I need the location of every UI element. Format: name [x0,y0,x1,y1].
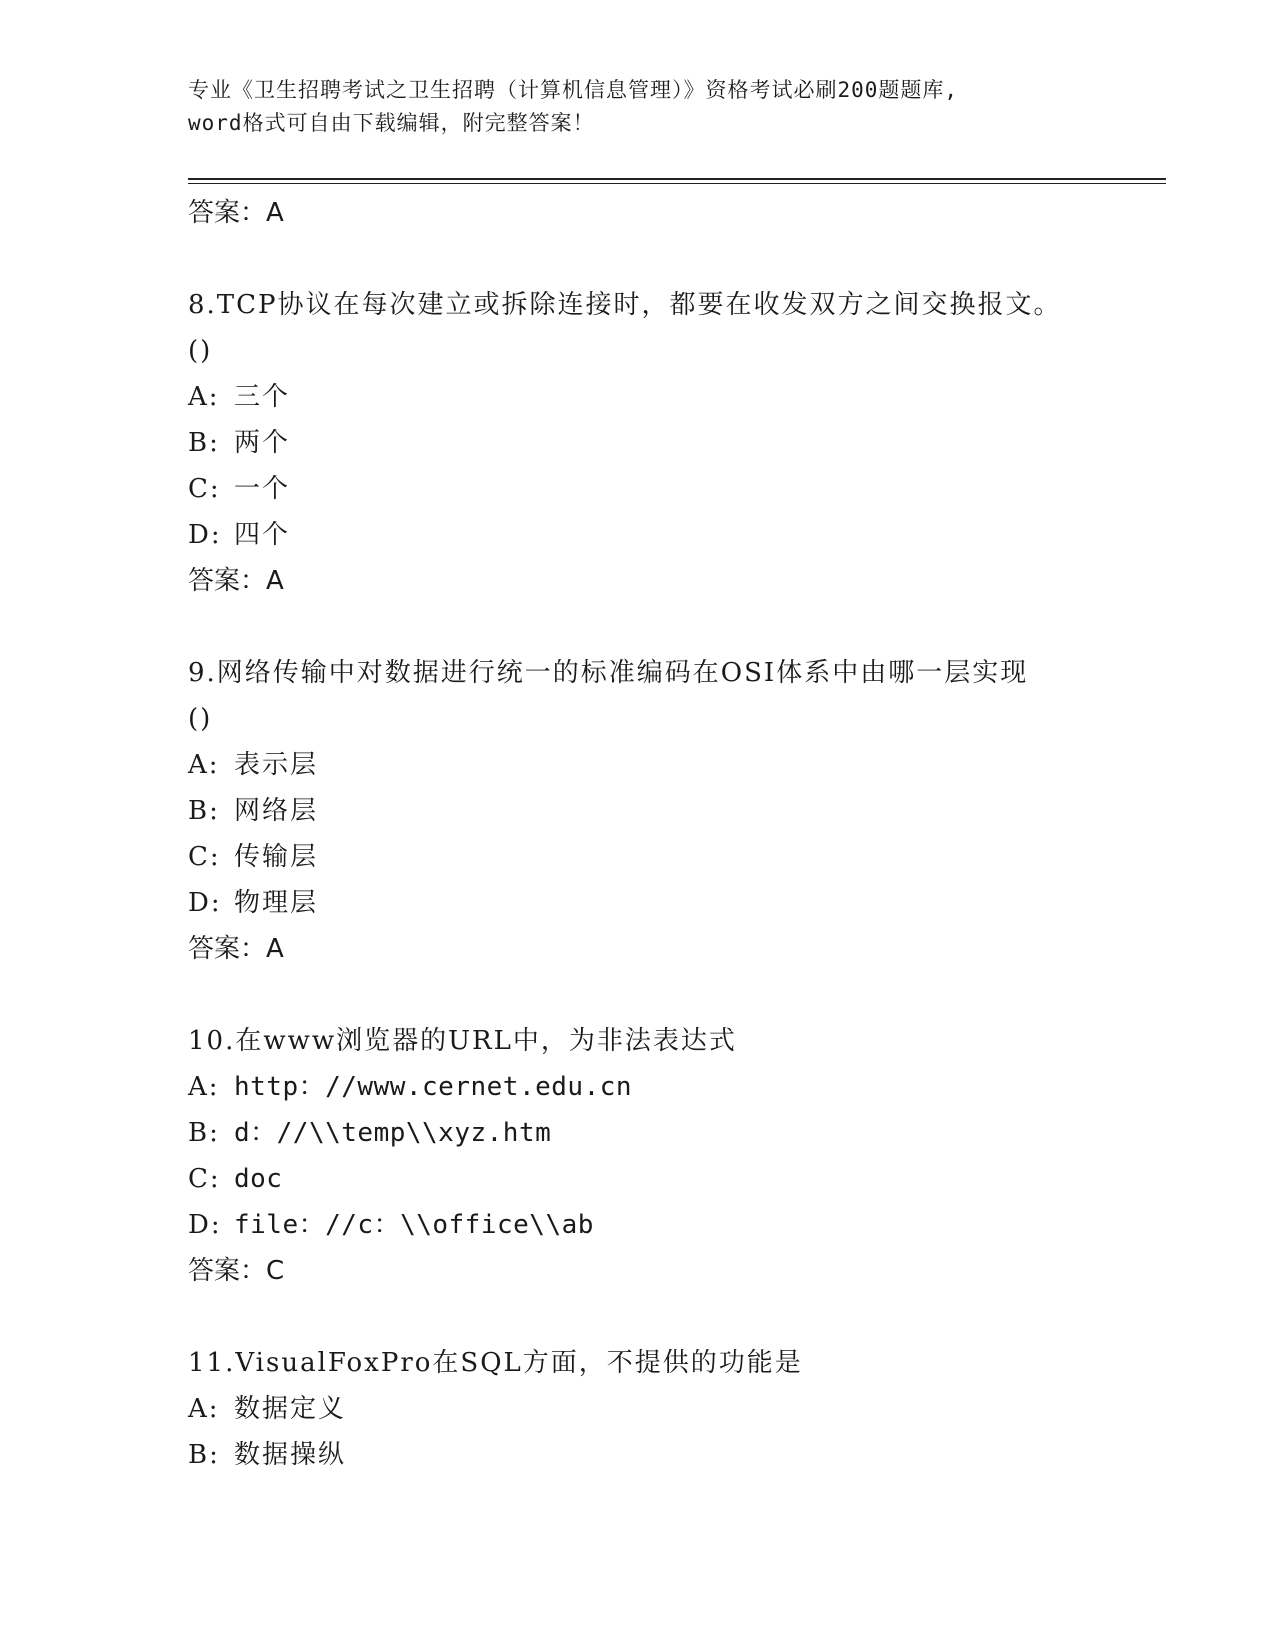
question-stem: 10.在www浏览器的URL中，为非法表达式 [188,1026,737,1056]
option-a [188,374,1168,420]
option-text: 表示层 [234,750,319,780]
option-text: 四个 [234,520,291,550]
answer-line: 答案：A [188,566,284,596]
option-label: C: [188,842,221,872]
question-stem: 11.VisualFoxPro在SQL方面，不提供的功能是 [188,1348,803,1378]
question-stem: 9.网络传输中对数据进行统一的标准编码在OSI体系中由哪一层实现 [188,658,1029,688]
question-item [188,282,1168,604]
option-d [188,1202,1168,1248]
answer-line: 答案：A [188,934,284,964]
header-divider-thick [188,178,1166,180]
option-c [188,1156,1168,1202]
option-label: B: [188,1440,220,1470]
option-label: C: [188,474,221,504]
option-text: 传输层 [234,842,319,872]
option-b [188,788,1168,834]
header-title-line-2: word格式可自由下载编辑，附完整答案！ [188,111,595,135]
option-a [188,742,1168,788]
option-text: 两个 [234,428,291,458]
option-label: B: [188,1118,220,1148]
question-stem: 8.TCP协议在每次建立或拆除连接时，都要在收发双方之间交换报文。 [188,290,1062,320]
option-text: http：//www.cernet.edu.cn [234,1072,633,1102]
option-a [188,1386,1168,1432]
option-text: file：//c：\\office\\ab [234,1210,594,1240]
option-d [188,512,1168,558]
option-label: A: [188,1394,220,1424]
option-c [188,466,1168,512]
option-label: C: [188,1164,221,1194]
option-label: D: [188,1210,222,1240]
option-d [188,880,1168,926]
answer-line: 答案：C [188,1256,285,1286]
option-text: 一个 [234,474,291,504]
option-text: 三个 [234,382,291,412]
document-header [188,74,1088,140]
option-b [188,1432,1168,1478]
header-title-line-1: 专业《卫生招聘考试之卫生招聘（计算机信息管理）》资格考试必刷200题题库, [188,78,959,102]
option-label: B: [188,428,220,458]
header-divider-thin [188,183,1166,184]
answer-line: 答案：A [188,198,284,228]
option-text: d：//\\temp\\xyz.htm [234,1118,552,1148]
option-label: A: [188,750,220,780]
option-text: doc [234,1164,283,1194]
option-label: A: [188,1072,220,1102]
question-item [188,1018,1168,1294]
question-item [188,1340,1168,1478]
question-list [188,190,1168,1478]
option-text: 网络层 [234,796,319,826]
question-blank: () [188,336,213,366]
question-blank: () [188,704,213,734]
option-c [188,834,1168,880]
option-label: B: [188,796,220,826]
option-label: A: [188,382,220,412]
option-text: 数据定义 [234,1394,347,1424]
option-label: D: [188,888,222,918]
option-label: D: [188,520,222,550]
option-text: 物理层 [234,888,319,918]
option-text: 数据操纵 [234,1440,347,1470]
option-b [188,1110,1168,1156]
question-item [188,650,1168,972]
option-b [188,420,1168,466]
option-a [188,1064,1168,1110]
